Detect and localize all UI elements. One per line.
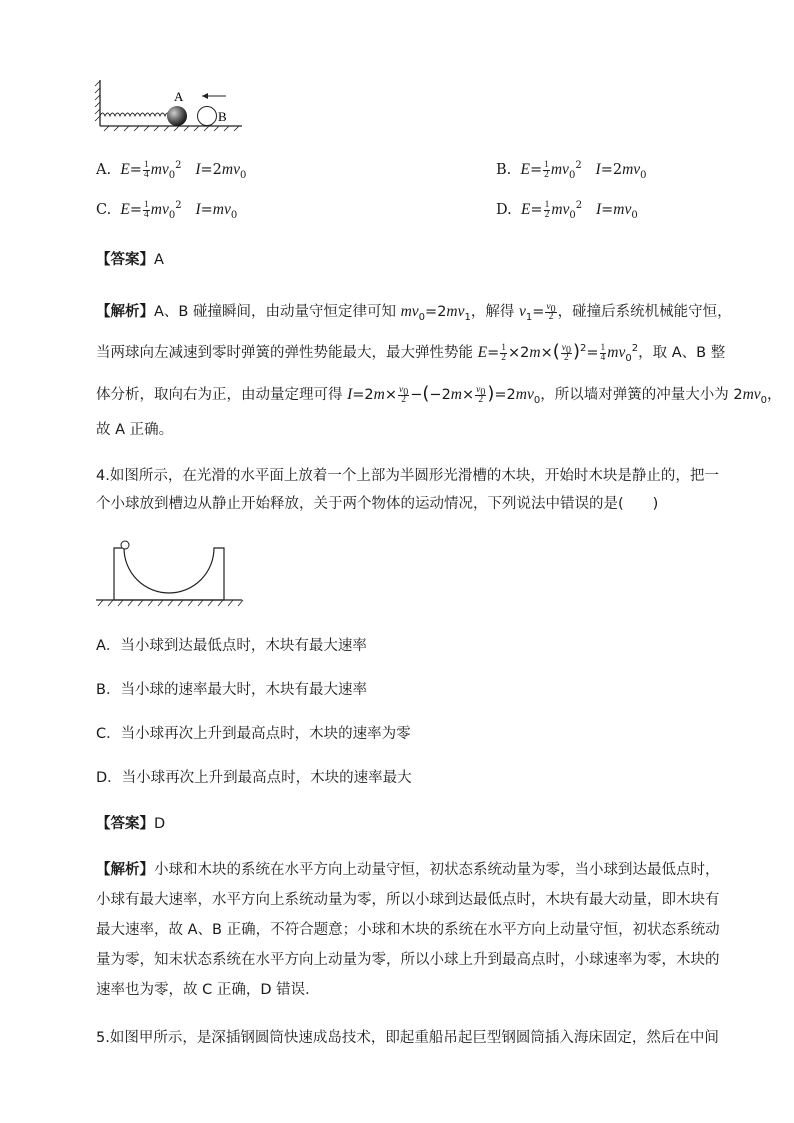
- q4-option-b: B．当小球的速率最大时，木块有最大速率: [96, 682, 367, 698]
- q4-analysis-line1: 【解析】小球和木块的系统在水平方向上动量守恒，初状态系统动量为零，当小球到达最低点时，: [96, 862, 720, 878]
- groove-block-figure: [94, 540, 244, 610]
- q3-analysis-line3: 体分析，取向右为正，由动量定理可得 I=2m× $\frac{v_0}{2}$ −(−2m× $\frac{v_0}{2}$ )$=2mv_0$，所以墙对弹簧的冲量大小为 $2mv_0$，: [96, 383, 782, 406]
- ball-b: [198, 107, 217, 126]
- q3-answer: 【答案】A: [96, 252, 164, 268]
- q4-option-d: D．当小球再次上升到最高点时，木块的速率最大: [96, 770, 412, 786]
- q4-stem-line1: 4.如图所示，在光滑的水平面上放着一个上部为半圆形光滑槽的木块，开始时木块是静止的，把一: [96, 468, 719, 484]
- q4-answer: 【答案】D: [96, 816, 166, 832]
- spring-collision-figure: [94, 78, 244, 134]
- q5-stem-line1: 5.如图甲所示，是深插钢圆筒快速成岛技术，即起重船吊起巨型钢圆筒插入海床固定，然后在中间: [96, 1030, 719, 1046]
- q3-option-b: B. E= $\frac{1}{2}$ $mv_0^2$ $I=2mv_0$: [496, 159, 647, 181]
- ball-a: [167, 106, 187, 126]
- q4-option-a: A．当小球到达最低点时，木块有最大速率: [96, 638, 367, 654]
- q4-stem-line2: 个小球放到槽边从静止开始释放，关于两个物体的运动情况，下列说法中错误的是( ): [96, 496, 659, 512]
- groove-block: [114, 548, 224, 600]
- q3-option-c: C. E= $\frac{1}{4}$ $mv_0^2$ $I=mv_0$: [96, 199, 238, 221]
- label-a: A: [174, 89, 184, 104]
- q4-analysis-line2: 小球有最大速率，水平方向上系统动量为零，所以小球到达最低点时，木块有最大动量，即木块有: [96, 892, 720, 908]
- spring: [100, 113, 175, 116]
- q4-analysis-line4: 量为零，知末状态系统在水平方向上动量为零，所以小球上升到最高点时，小球速率为零，木块的: [96, 952, 720, 968]
- q3-analysis-line2: 当两球向左减速到零时弹簧的弹性势能最大，最大弹性势能 E= $\frac{1}{2}$ ×2m×( $\frac{v_0}{2}$ )$^2$= $\frac{1}{4}$ $mv_0^2$，取 A、B 整: [96, 341, 726, 364]
- q4-analysis-line5: 速率也为零，故 C 正确，D 错误．: [96, 982, 320, 998]
- q3-analysis-line4: 故 A 正确。: [96, 422, 174, 438]
- label-b: B: [218, 109, 227, 124]
- q4-analysis-line3: 最大速率，故 A、B 正确，不符合题意；小球和木块的系统在水平方向上动量守恒，初状态系统动: [96, 922, 720, 938]
- q3-analysis-line1: 【解析】A、B 碰撞瞬间，由动量守恒定律可知 $mv_0=2mv_1$，解得 $v_1=$ $\frac{v_0}{2}$ ，碰撞后系统机械能守恒，: [96, 301, 732, 323]
- q4-option-c: C．当小球再次上升到最高点时，木块的速率为零: [96, 726, 411, 742]
- q3-option-a: A. E= $\frac{1}{4}$ $mv_0^2$ $I=2mv_0$: [96, 159, 247, 181]
- small-ball: [121, 541, 129, 549]
- q3-option-d: D. E= $\frac{1}{2}$ $mv_0^2$ $I=mv_0$: [496, 199, 638, 221]
